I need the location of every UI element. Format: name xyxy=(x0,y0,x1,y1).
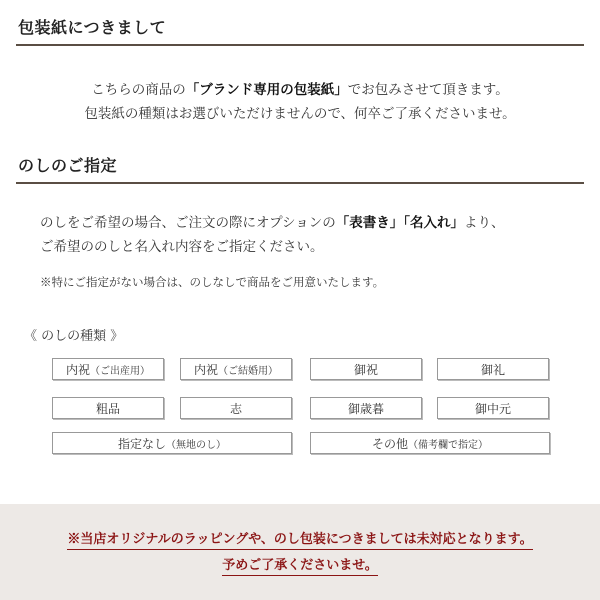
wrapping-line-1-pre: こちらの商品の xyxy=(91,82,186,98)
noshi-line-1 xyxy=(40,211,505,235)
noshi-type-main: 指定なし xyxy=(117,436,166,451)
noshi-note: ※特にご指定がない場合は、のしなしで商品をご用意いたします。 xyxy=(40,275,385,289)
footer-line-2-text: 予めご了承くださいませ。 xyxy=(222,558,378,576)
noshi-type-uchiiwai-birth xyxy=(52,358,164,380)
noshi-type-main: 志 xyxy=(229,401,242,416)
footer-line-1-text: ※当店オリジナルのラッピングや、のし包装につきましては未対応となります。 xyxy=(67,532,532,550)
wrapping-line-2: 包装紙の種類はお選びいただけませんので、何卒ご了承くださいませ。 xyxy=(84,106,516,122)
noshi-type-main: 内祝 xyxy=(193,362,218,377)
noshi-heading xyxy=(16,150,584,184)
option-omotegaki: 「表書き」 xyxy=(335,215,404,231)
brand-wrapping-label: 「ブランド専用の包装紙」 xyxy=(185,82,348,98)
option-naire: 「名入れ」 xyxy=(403,215,465,231)
noshi-type-main: 御祝 xyxy=(353,362,378,377)
noshi-type-oseibo xyxy=(310,397,422,419)
noshi-type-main: その他 xyxy=(371,436,408,451)
wrapping-title: 包装紙につきまして xyxy=(18,18,167,37)
noshi-type-sub: （ご出産用） xyxy=(90,365,150,377)
noshi-type-main: 御歳暮 xyxy=(347,401,384,416)
footer-line-1 xyxy=(0,528,600,547)
noshi-type-main: 御礼 xyxy=(480,362,505,377)
noshi-type-none xyxy=(52,432,292,454)
noshi-line-1-post: より、 xyxy=(464,215,505,231)
noshi-type-sub: （ご結婚用） xyxy=(218,365,278,377)
noshi-type-orei xyxy=(437,358,549,380)
wrapping-heading xyxy=(16,12,584,46)
noshi-types-title: 《 のしの種類 》 xyxy=(24,329,124,344)
noshi-type-sub: （無地のし） xyxy=(166,439,226,451)
wrapping-line-1 xyxy=(0,78,600,102)
noshi-type-main: 内祝 xyxy=(65,362,90,377)
noshi-line-2: ご希望ののしと名入れ内容をご指定ください。 xyxy=(40,239,324,255)
noshi-title: のしのご指定 xyxy=(18,156,118,175)
noshi-type-soshina xyxy=(52,397,164,419)
noshi-type-main: 御中元 xyxy=(474,401,511,416)
footer-notice xyxy=(0,504,600,600)
noshi-type-main: 粗品 xyxy=(95,401,120,416)
noshi-type-other xyxy=(310,432,550,454)
noshi-type-ochugen xyxy=(437,397,549,419)
noshi-type-sub: （備考欄で指定） xyxy=(408,439,488,451)
noshi-line-1-pre: のしをご希望の場合、ご注文の際にオプションの xyxy=(40,215,336,231)
footer-line-2 xyxy=(0,554,600,573)
noshi-type-uchiiwai-wedding xyxy=(180,358,292,380)
noshi-type-kokorozashi xyxy=(180,397,292,419)
noshi-type-oiwai xyxy=(310,358,422,380)
wrapping-line-1-post: でお包みさせて頂きます。 xyxy=(347,82,509,98)
